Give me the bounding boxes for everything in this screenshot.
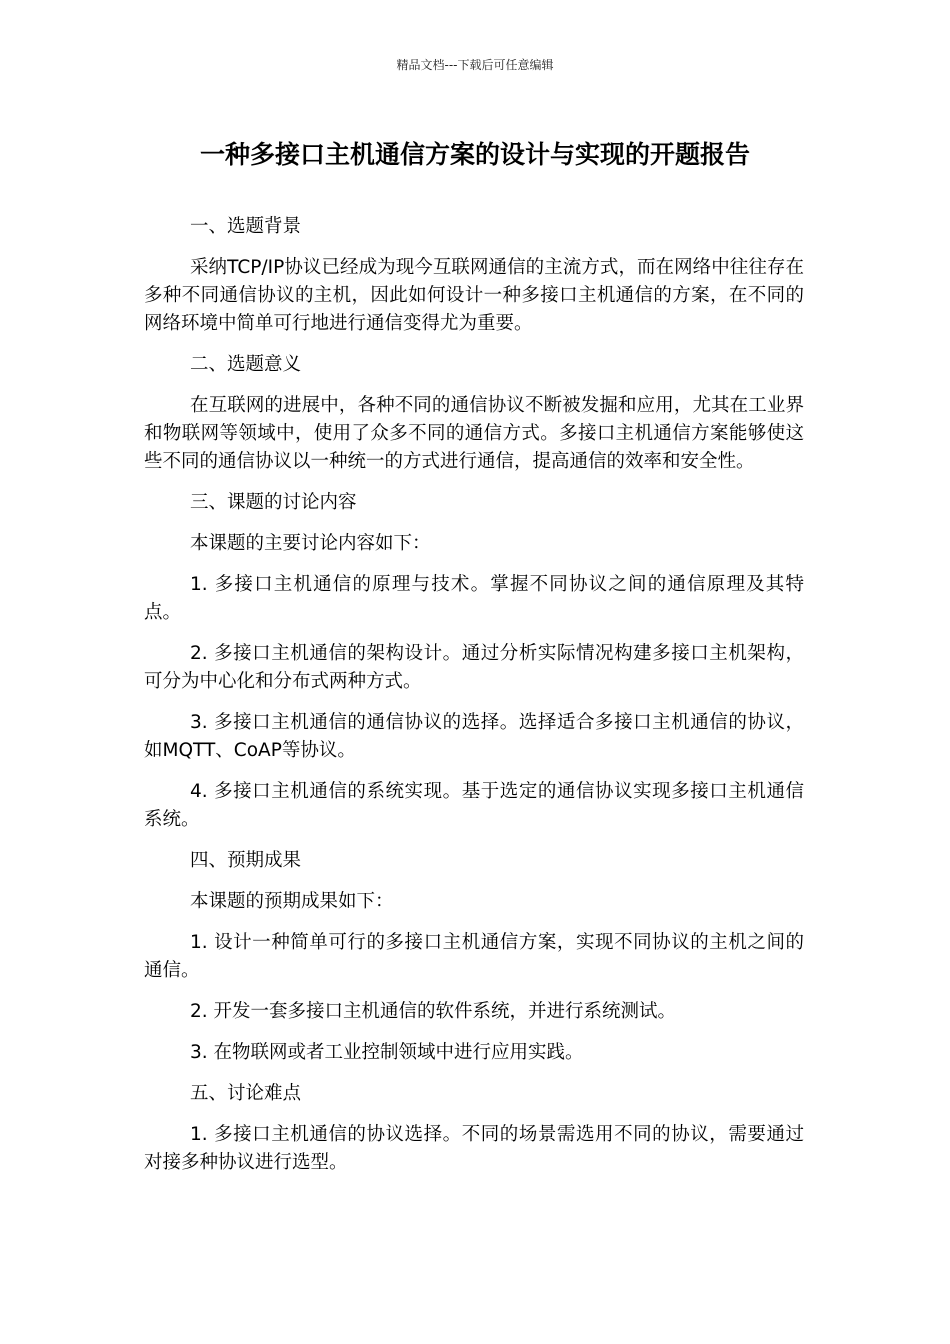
paragraph-significance: 在互联网的进展中，各种不同的通信协议不断被发掘和应用，尤其在工业界和物联网等领域中，使用了众多不同的通信方式。多接口主机通信方案能够使这些不同的通信协议以一种统一的方式进行通信，提高通信的效率和安全性。 xyxy=(144,395,804,472)
list-item-content-1: 1. 多接口主机通信的原理与技术。掌握不同协议之间的通信原理及其特点。 xyxy=(144,574,804,623)
list-item-results-1: 1. 设计一种简单可行的多接口主机通信方案，实现不同协议的主机之间的通信。 xyxy=(144,932,804,981)
list-item-content-3: 3. 多接口主机通信的通信协议的选择。选择适合多接口主机通信的协议，如MQTT、CoAP等协议。 xyxy=(144,712,804,761)
paragraph-results-intro: 本课题的预期成果如下： xyxy=(190,891,394,912)
header-note: 精品文档---下载后可任意编辑 xyxy=(396,58,554,72)
section-heading-content: 三、课题的讨论内容 xyxy=(190,492,357,513)
list-item-content-2: 2. 多接口主机通信的架构设计。通过分析实际情况构建多接口主机架构，可分为中心化和分布式两种方式。 xyxy=(144,643,804,692)
list-item-results-3: 3. 在物联网或者工业控制领域中进行应用实践。 xyxy=(190,1042,584,1063)
document-body xyxy=(144,213,804,1190)
section-heading-significance: 二、选题意义 xyxy=(190,354,302,375)
section-heading-difficulties: 五、讨论难点 xyxy=(190,1083,302,1104)
paragraph-content-intro: 本课题的主要讨论内容如下： xyxy=(190,533,431,554)
list-item-content-4: 4. 多接口主机通信的系统实现。基于选定的通信协议实现多接口主机通信系统。 xyxy=(144,781,804,830)
document-title: 一种多接口主机通信方案的设计与实现的开题报告 xyxy=(199,140,750,169)
section-heading-background: 一、选题背景 xyxy=(190,216,302,237)
list-item-results-2: 2. 开发一套多接口主机通信的软件系统，并进行系统测试。 xyxy=(190,1001,677,1022)
list-item-difficulties-1: 1. 多接口主机通信的协议选择。不同的场景需选用不同的协议，需要通过对接多种协议进行选型。 xyxy=(144,1124,804,1173)
section-heading-results: 四、预期成果 xyxy=(190,850,302,871)
paragraph-background: 采纳TCP/IP协议已经成为现今互联网通信的主流方式，而在网络中往往存在多种不同通信协议的主机，因此如何设计一种多接口主机通信的方案，在不同的网络环境中简单可行地进行通信变得尤为重要。 xyxy=(144,257,804,334)
